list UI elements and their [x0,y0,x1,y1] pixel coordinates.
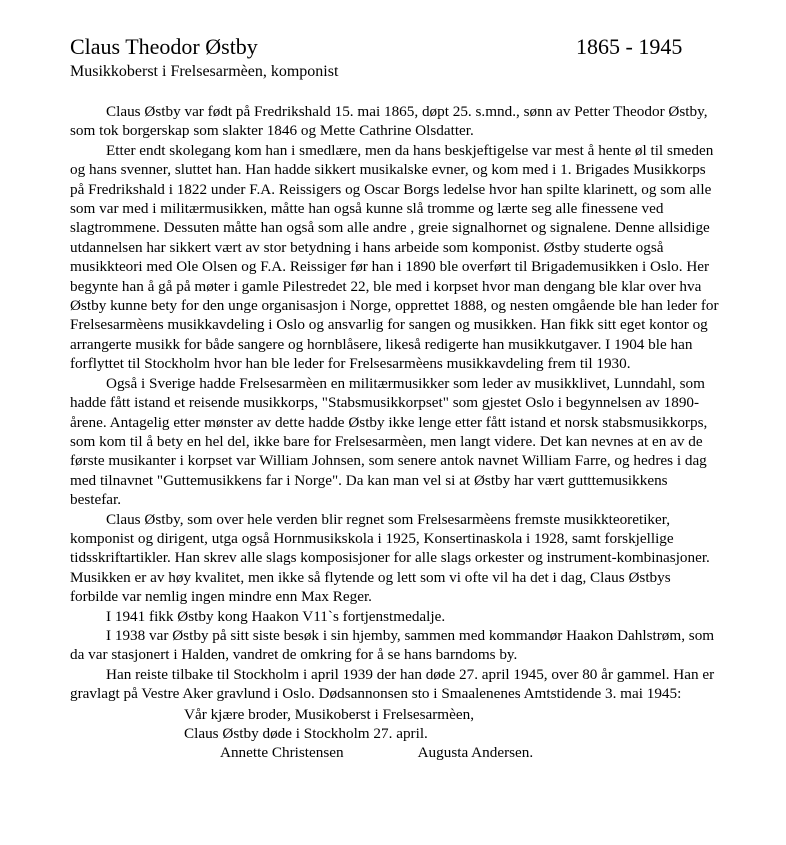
subtitle: Musikkoberst i Frelsesarmèen, komponist [70,63,339,80]
life-years: 1865 - 1945 [576,34,683,59]
title-row [70,34,710,62]
paragraph-sweden: Også i Sverige hadde Frelsesarmèen en militærmusikker som leder av musikklivet, Lunndahl, som hadde fått istand et reisende musikkorps, "Stabsmusikkorpset" som gjestet Oslo i begynnelsen av 1890-årene. Antagelig etter mønster av dette hadde Østby ikke lenge etter fått istand et norsk stabsmusikkorps, som kom til å bety en hel del, ikke bare for Frelsesarmèen, men langt videre. Det kan nevnes at en av de første musikanter i korpset var William Johnsen, som senere antok navnet William Farre, og hedres i dag med tilnavnet "Guttemusikkens far i Norge". Da kan man vel si at Østby har vært gutttemusikkens bestefar. [70,374,708,509]
signer-2: Augusta Andersen. [417,744,534,762]
page-title: Claus Theodor Østby [70,34,258,59]
notice-line-1: Vår kjære broder, Musikoberst i Frelsesarmèen, [184,705,474,723]
paragraph-death: Han reiste tilbake til Stockholm i april 1939 der han døde 27. april 1945, over 80 år gammel. Han er gravlagt på Vestre Aker gravlund i Oslo. Dødsannonsen sto i Smaalenenes Amtstidende 3. mai 1945: [70,665,715,703]
paragraph-birth: Claus Østby var født på Fredrikshald 15. mai 1865, døpt 25. s.mnd., sønn av Petter Theodor Østby, som tok borgerskap som slakter 1846 og Mette Cathrine Olsdatter. [70,103,708,140]
paragraph-career: Etter endt skolegang kom han i smedlære, men da hans beskjeftigelse var mest å hente øl til smeden og hans svenner, sluttet han. Han hadde sikkert musikalske evner, og kom med i 1. Brigades Musikkorps på Fredrikshald i 1822 under F.A. Reissigers og Oscar Borgs ledelse hvor han spilte klarinett, og som alle som var med i militærmusikken, måtte han også kunne slå tromme og lærte seg alle finessene ved slagtrommene. Dessuten måtte han også som alle andre , greie signalhornet og signalene. Denne allsidige utdannelsen har sikkert vært av stor betydning i hans arbeide som komponist. Østby studerte også musikkteori med Ole Olsen og F.A. Reissiger før han i 1890 ble overført til Brigademusikken i Oslo. Her begynte han å gå på møter i gamle Pilestredet 22, ble med i korpset hvor man dengang ble klar over hva Østby kunne bety for den unge organisasjon i Norge, opprettet 1888, og nesten omgående ble han leder for Frelsesarmèens musikkavdeling i Oslo og ansvarlig for sangen og musikken. Han fikk sitt eget kontor og arrangerte musikk for både sangere og hornblåsere, likeså redigerte han musikkutgaver. I 1904 ble han forflyttet til Stockholm hvor han ble leder for Frelsesarmèens musikkavdeling frem til 1930. [70,141,719,373]
article-body [70,102,720,763]
paragraph-works: Claus Østby, som over hele verden blir regnet som Frelsesarmèens fremste musikkteoretiker, komponist og dirigent, utga også Hornmusikskola i 1925, Konsertinaskola i 1928, samt forskjellige tidsskriftartikler. Han skrev alle slags komposisjoner for alle slags orkester og instrument-kombinasjoner. Musikken er av høy kvalitet, men ikke så flytende og lett som vi ofte vil ha det i dag, Claus Østbys forbilde var nemlig ingen mindre enn Max Reger. [70,510,710,606]
death-notice [70,705,720,763]
paragraph-medal: I 1941 fikk Østby kong Haakon V11`s fortjenstmedalje. [106,607,446,625]
paragraph-visit: I 1938 var Østby på sitt siste besøk i sin hjemby, sammen med kommandør Haakon Dahlstrøm, som da var stasjonert i Halden, vandret de omkring for å se hans barndoms by. [70,626,715,664]
notice-line-2: Claus Østby døde i Stockholm 27. april. [184,725,428,742]
signer-1: Annette Christensen [220,744,344,762]
notice-signers [184,743,720,762]
